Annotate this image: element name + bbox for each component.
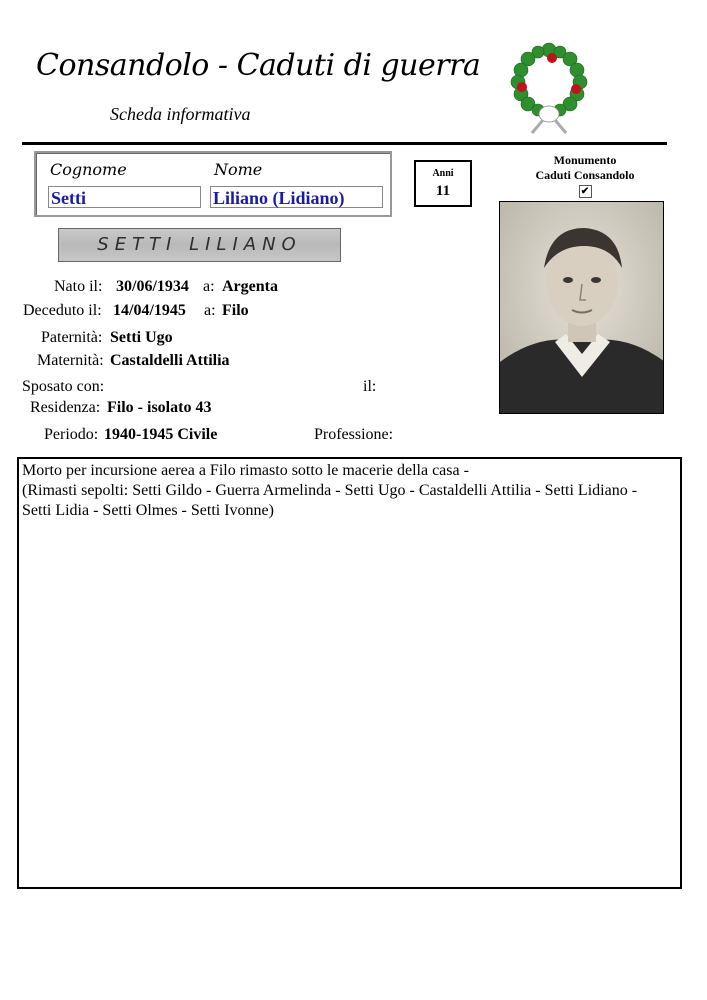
birth-date-value: 30/06/1934 bbox=[116, 278, 189, 295]
cognome-label: Cognome bbox=[50, 160, 127, 179]
death-date-value: 14/04/1945 bbox=[113, 302, 186, 319]
period-label: Periodo: bbox=[44, 426, 99, 443]
wreath-icon bbox=[508, 40, 590, 136]
death-place-label: a: bbox=[204, 302, 216, 319]
header-divider bbox=[22, 142, 667, 145]
mother-value: Castaldelli Attilia bbox=[110, 352, 230, 369]
birth-date-label: Nato il: bbox=[54, 278, 103, 295]
page-title: Consandolo - Caduti di guerra bbox=[36, 48, 481, 83]
monument-label-2: Caduti Consandolo bbox=[535, 168, 635, 182]
memorial-plaque: SETTI LILIANO bbox=[58, 228, 341, 262]
nome-label: Nome bbox=[214, 160, 263, 179]
period-value: 1940-1945 Civile bbox=[104, 426, 218, 443]
father-value: Setti Ugo bbox=[110, 329, 173, 346]
father-label: Paternità: bbox=[41, 329, 103, 346]
name-panel bbox=[34, 151, 392, 217]
age-box bbox=[414, 160, 472, 207]
marriage-date-label: il: bbox=[363, 378, 377, 395]
page-subtitle: Scheda informativa bbox=[110, 104, 251, 124]
age-label: Anni bbox=[432, 168, 454, 179]
birth-place-value: Argenta bbox=[222, 278, 278, 295]
mother-label: Maternità: bbox=[37, 352, 104, 369]
notes-box bbox=[17, 457, 682, 889]
nome-field[interactable]: Liliano (Lidiano) bbox=[210, 186, 383, 208]
notes-line-3: Setti Lidia - Setti Olmes - Setti Ivonne) bbox=[22, 502, 274, 519]
age-value: 11 bbox=[435, 183, 451, 199]
death-place-value: Filo bbox=[222, 302, 249, 319]
portrait-photo bbox=[499, 201, 664, 414]
birth-place-label: a: bbox=[203, 278, 215, 295]
notes-line-1: Morto per incursione aerea a Filo rimasto sotto le macerie della casa - bbox=[22, 462, 469, 479]
monument-block bbox=[520, 153, 650, 198]
residence-value: Filo - isolato 43 bbox=[107, 399, 212, 416]
notes-line-2: (Rimasti sepolti: Setti Gildo - Guerra Armelinda - Setti Ugo - Castaldelli Attilia - Setti Lidiano - bbox=[22, 482, 638, 499]
monument-label-1: Monumento bbox=[553, 153, 617, 167]
profession-label: Professione: bbox=[314, 426, 394, 443]
death-date-label: Deceduto il: bbox=[23, 302, 102, 319]
cognome-field[interactable]: Setti bbox=[48, 186, 201, 208]
portrait-image bbox=[500, 202, 664, 414]
spouse-label: Sposato con: bbox=[22, 378, 105, 395]
residence-label: Residenza: bbox=[30, 399, 101, 416]
monument-checkbox[interactable]: ✔ bbox=[579, 185, 592, 198]
